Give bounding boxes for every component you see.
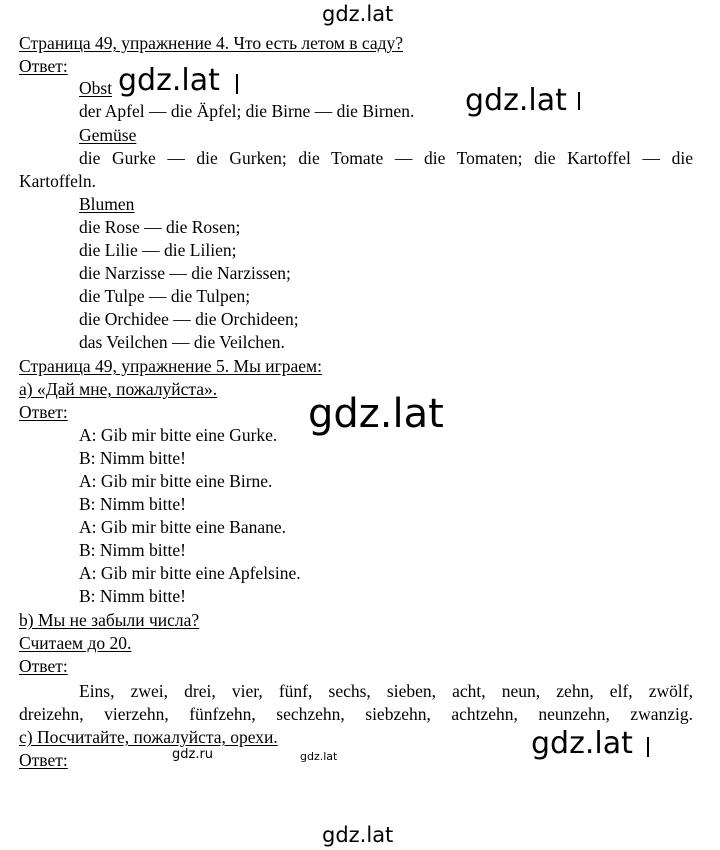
blumen-item: die Tulpe — die Tulpen; bbox=[79, 286, 251, 306]
dialog-line: A: Gib mir bitte eine Birne. bbox=[79, 471, 273, 491]
obst-label: Obst bbox=[79, 78, 113, 98]
dialog-line: B: Nimm bitte! bbox=[79, 540, 186, 560]
exercise-5-heading: Страница 49, упражнение 5. Мы играем: bbox=[19, 356, 322, 376]
answer-label: Ответ: bbox=[19, 750, 68, 770]
watermark-gdzru: gdz.ru bbox=[172, 747, 214, 762]
numbers-line-2: dreizehn, vierzehn, fünfzehn, sechzehn, siebzehn, achtzehn, neunzehn, zwanzig. bbox=[19, 704, 693, 724]
count-label: Считаем до 20. bbox=[19, 633, 132, 653]
blumen-item: die Lilie — die Lilien; bbox=[79, 240, 237, 260]
dialog-line: B: Nimm bitte! bbox=[79, 448, 186, 468]
watermark-top: gdz.lat bbox=[322, 2, 394, 26]
dialog-line: B: Nimm bitte! bbox=[79, 586, 186, 606]
part-a-label: а) «Дай мне, пожалуйста». bbox=[19, 379, 218, 399]
numbers-line-1: Eins, zwei, drei, vier, fünf, sechs, sieben, acht, neun, zehn, elf, zwölf, bbox=[79, 681, 693, 701]
dialog-line: A: Gib mir bitte eine Gurke. bbox=[79, 425, 278, 445]
watermark-bottom: gdz.lat bbox=[322, 823, 394, 847]
watermark-right: gdz.lat bbox=[531, 726, 633, 761]
watermark-obst: gdz.lat bbox=[118, 63, 220, 98]
dialog-line: B: Nimm bitte! bbox=[79, 494, 186, 514]
blumen-label: Blumen bbox=[79, 194, 135, 214]
watermark-small: gdz.lat bbox=[300, 750, 338, 763]
obst-line: der Apfel — die Äpfel; die Birne — die Birnen. bbox=[79, 101, 415, 121]
watermark-center: gdz.lat bbox=[308, 391, 444, 437]
gemuese-line-1: die Gurke — die Gurken; die Tomate — die Tomaten; die Kartoffel — die bbox=[79, 148, 693, 168]
watermark-bar bbox=[647, 737, 649, 757]
dialog-line: A: Gib mir bitte eine Apfelsine. bbox=[79, 563, 301, 583]
blumen-item: die Rose — die Rosen; bbox=[79, 217, 241, 237]
blumen-item: das Veilchen — die Veilchen. bbox=[79, 332, 285, 352]
gemuese-line-2: Kartoffeln. bbox=[19, 171, 96, 191]
watermark-bar bbox=[236, 74, 238, 94]
blumen-item: die Narzisse — die Narzissen; bbox=[79, 263, 291, 283]
blumen-item: die Orchidee — die Orchideen; bbox=[79, 309, 299, 329]
answer-label: Ответ: bbox=[19, 656, 68, 676]
watermark-birnen: gdz.lat bbox=[465, 83, 567, 118]
dialog-line: A: Gib mir bitte eine Banane. bbox=[79, 517, 287, 537]
exercise-4-heading: Страница 49, упражнение 4. Что есть летом в саду? bbox=[19, 33, 404, 53]
answer-label: Ответ: bbox=[19, 402, 68, 422]
watermark-bar bbox=[578, 92, 580, 110]
part-b-label: b) Мы не забыли числа? bbox=[19, 610, 200, 630]
answer-label: Ответ: bbox=[19, 56, 68, 76]
part-c-label: c) Посчитайте, пожалуйста, орехи. bbox=[19, 727, 278, 747]
gemuese-label: Gemüse bbox=[79, 125, 137, 145]
